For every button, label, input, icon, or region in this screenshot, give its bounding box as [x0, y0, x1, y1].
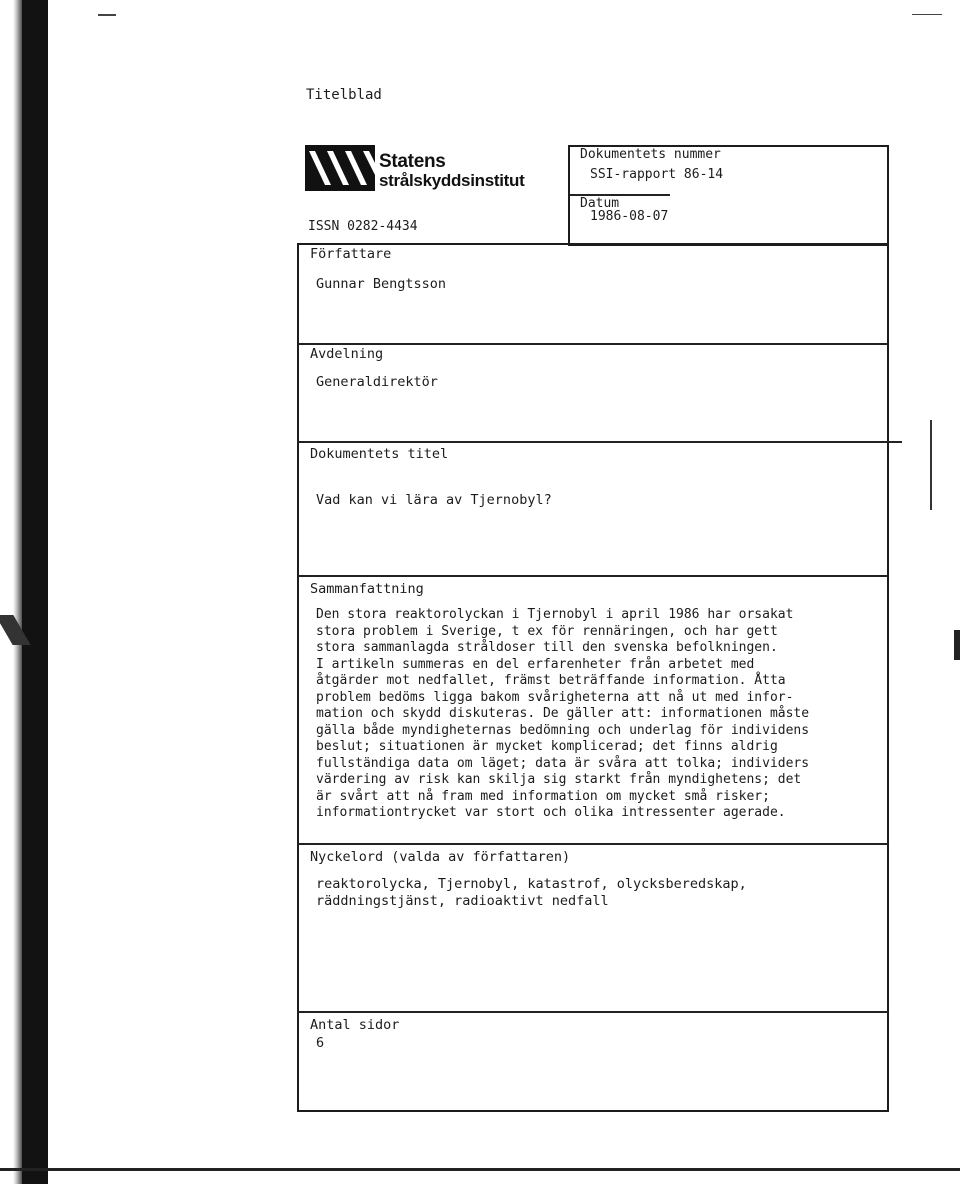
date-label: Datum — [580, 196, 620, 211]
divider — [297, 575, 889, 577]
author-value: Gunnar Bengtsson — [316, 276, 447, 292]
doc-number-value: SSI-rapport 86-14 — [590, 167, 724, 182]
doc-number-label: Dokumentets nummer — [580, 147, 721, 162]
summary-line: värdering av risk kan skilja sig starkt från myndighetens; det — [316, 772, 802, 787]
keywords-label: Nyckelord (valda av författaren) — [310, 849, 571, 865]
summary-line: gälla både myndigheternas bedömning och underlag för individens — [316, 722, 810, 738]
scan-speck — [954, 630, 960, 660]
scan-speck — [930, 420, 932, 510]
page-header: Titelblad — [306, 87, 382, 103]
keywords-line: räddningstjänst, radioaktivt nedfall — [316, 893, 609, 909]
summary-line: I artikeln summeras en del erfarenheter från arbetet med — [316, 656, 755, 672]
divider — [297, 441, 902, 443]
summary-line: är svårt att nå fram med information om mycket små risker; — [316, 788, 770, 804]
divider — [297, 343, 889, 345]
scan-bottom-rule — [0, 1168, 960, 1171]
divider — [297, 1011, 889, 1013]
logo-line-2: strålskyddsinstitut — [379, 171, 525, 190]
summary-line: åtgärder mot nedfallet, främst beträffande information. Åtta — [316, 673, 786, 688]
department-value: Generaldirektör — [316, 374, 438, 390]
doc-title-label: Dokumentets titel — [310, 446, 449, 462]
date-value: 1986-08-07 — [590, 209, 669, 224]
page-count-value: 6 — [316, 1035, 325, 1051]
author-label: Författare — [310, 246, 392, 262]
keywords-line: reaktorolycka, Tjernobyl, katastrof, olycksberedskap, — [316, 876, 747, 892]
scan-edge-bar — [22, 0, 48, 1184]
scan-speck — [912, 14, 942, 15]
summary-line: Den stora reaktorolyckan i Tjernobyl i april 1986 har orsakat — [316, 607, 794, 622]
department-label: Avdelning — [310, 346, 384, 362]
summary-line: fullständiga data om läget; data är svåra att tolka; individers — [316, 755, 810, 771]
page-count-label: Antal sidor — [310, 1017, 400, 1033]
logo-line-1: Statens — [379, 151, 446, 172]
logo-mark-icon — [305, 145, 375, 191]
doc-title-value: Vad kan vi lära av Tjernobyl? — [316, 492, 552, 508]
issn: ISSN 0282-4434 — [308, 219, 418, 234]
summary-line: problem bedöms ligga bakom svårigheterna att nå ut med infor- — [316, 689, 794, 705]
summary-line: mation och skydd diskuteras. De gäller att: informationen måste — [316, 706, 810, 721]
summary-line: informationtrycket var stort och olika intressenter agerade. — [316, 805, 786, 820]
summary-line: stora sammanlagda stråldoser till den svenska befolkningen. — [316, 640, 778, 655]
summary-line: beslut; situationen är mycket komplicerad; det finns aldrig — [316, 739, 778, 754]
summary-label: Sammanfattning — [310, 581, 424, 597]
divider — [297, 843, 889, 845]
summary-line: stora problem i Sverige, t ex för rennäringen, och har gett — [316, 623, 778, 639]
institute-logo — [305, 145, 565, 193]
scan-speck — [98, 14, 116, 16]
